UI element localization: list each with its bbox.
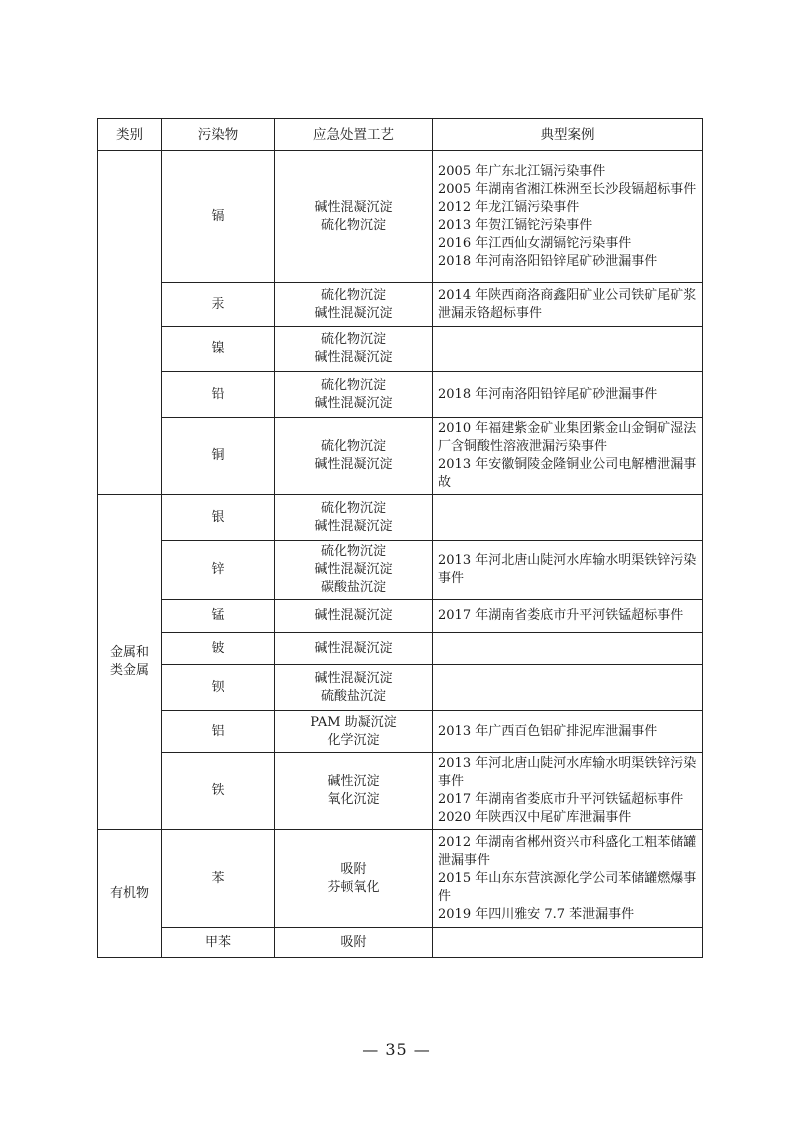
pollutant-cell: 锰 [162, 600, 275, 633]
table-row [98, 372, 703, 418]
table-row [98, 633, 703, 665]
process-item: 碱性沉淀 [327, 774, 380, 789]
case-item: 2013 年广西百色铝矿排泥库泄漏事件 [438, 723, 658, 739]
table-row [98, 928, 703, 958]
case-item: 2017 年湖南省娄底市升平河铁锰超标事件 [438, 792, 684, 807]
table-row [98, 151, 703, 283]
case-item: 2018 年河南洛阳铅锌尾矿砂泄漏事件 [438, 386, 658, 402]
cases-cell [433, 711, 703, 753]
process-item: 硫化物沉淀 [320, 287, 386, 303]
table-row [98, 541, 703, 600]
process-item: 氧化沉淀 [327, 792, 380, 807]
cases-cell [433, 283, 703, 327]
process-item: 碱性混凝沉淀 [314, 670, 393, 686]
process-item: 吸附 [340, 934, 367, 950]
table-row [98, 665, 703, 711]
process-cell [275, 830, 433, 928]
process-item: 碱性混凝沉淀 [314, 305, 393, 321]
cases-cell [433, 495, 703, 541]
process-cell [275, 372, 433, 418]
process-item: 碱性混凝沉淀 [314, 199, 393, 215]
pollutant-cell: 银 [162, 495, 275, 541]
case-item: 2013 年贺江镉铊污染事件 [438, 217, 593, 233]
emergency-treatment-table [97, 118, 703, 958]
case-item: 2010 年福建紫金矿业集团紫金山金铜矿湿法厂含铜酸性溶液泄漏污染事件 [438, 421, 697, 454]
table-row [98, 283, 703, 327]
table-row [98, 418, 703, 495]
category-label: 有机物 [109, 885, 149, 901]
pollutant-cell: 锌 [162, 541, 275, 600]
case-item: 2005 年广东北江镉污染事件 [438, 163, 606, 179]
process-item: 碱性混凝沉淀 [314, 518, 393, 534]
process-cell [275, 495, 433, 541]
process-item: PAM 助凝沉淀 [310, 714, 397, 730]
cases-cell [433, 372, 703, 418]
category-cell [98, 151, 162, 495]
process-item: 硫化物沉淀 [320, 544, 386, 559]
case-item: 2016 年江西仙女湖镉铊污染事件 [438, 235, 632, 251]
cases-cell [433, 600, 703, 633]
process-cell [275, 327, 433, 372]
cases-cell [433, 418, 703, 495]
process-cell [275, 600, 433, 633]
category-label: 金属和类金属 [109, 645, 149, 678]
process-item: 芬顿氧化 [327, 879, 380, 895]
cases-cell [433, 830, 703, 928]
case-item: 2012 年湖南省郴州资兴市科盛化工粗苯储罐泄漏事件 [438, 834, 697, 868]
header-cases: 典型案例 [433, 119, 703, 151]
cases-cell [433, 665, 703, 711]
case-item: 2013 年河北唐山陡河水库输水明渠铁锌污染事件 [438, 553, 697, 586]
page-number: — 35 — [362, 1040, 431, 1059]
case-item: 2019 年四川雅安 7.7 苯泄漏事件 [438, 906, 635, 922]
table-header-row [98, 119, 703, 151]
table-body [98, 151, 703, 958]
table-row [98, 711, 703, 753]
process-item: 碳酸盐沉淀 [320, 580, 386, 595]
process-item: 硫化物沉淀 [320, 377, 386, 393]
header-category: 类别 [98, 119, 162, 151]
case-item: 2017 年湖南省娄底市升平河铁锰超标事件 [438, 608, 684, 623]
process-cell [275, 283, 433, 327]
cases-cell [433, 151, 703, 283]
pollutant-cell: 铁 [162, 753, 275, 830]
process-cell [275, 541, 433, 600]
process-item: 化学沉淀 [327, 732, 380, 748]
pollutant-cell: 汞 [162, 283, 275, 327]
cases-cell [433, 753, 703, 830]
header-process: 应急处置工艺 [275, 119, 433, 151]
case-item: 2014 年陕西商洛商鑫阳矿业公司铁矿尾矿浆泄漏汞铬超标事件 [438, 287, 697, 321]
process-item: 硫化物沉淀 [320, 217, 386, 233]
pollutant-cell: 铍 [162, 633, 275, 665]
process-cell [275, 418, 433, 495]
case-item: 2013 年安徽铜陵金隆铜业公司电解槽泄漏事故 [438, 457, 697, 490]
cases-cell [433, 327, 703, 372]
case-item: 2005 年湖南省湘江株洲至长沙段镉超标事件 [438, 181, 697, 197]
process-item: 硫化物沉淀 [320, 500, 386, 516]
case-item: 2013 年河北唐山陡河水库输水明渠铁锌污染事件 [438, 756, 697, 789]
pollutant-cell: 铝 [162, 711, 275, 753]
pollutant-cell: 铅 [162, 372, 275, 418]
pollutant-cell: 苯 [162, 830, 275, 928]
table-row [98, 600, 703, 633]
case-item: 2020 年陕西汉中尾矿库泄漏事件 [438, 810, 632, 825]
case-item: 2012 年龙江镉污染事件 [438, 199, 580, 215]
process-item: 硫酸盐沉淀 [320, 688, 386, 704]
process-item: 吸附 [340, 861, 367, 877]
process-item: 硫化物沉淀 [320, 439, 386, 454]
category-cell [98, 495, 162, 830]
pollutant-cell: 钡 [162, 665, 275, 711]
process-cell [275, 928, 433, 958]
case-item: 2015 年山东东营滨源化学公司苯储罐燃爆事件 [438, 870, 697, 904]
cases-cell [433, 633, 703, 665]
pollutant-cell: 铜 [162, 418, 275, 495]
process-item: 碱性混凝沉淀 [314, 562, 393, 577]
process-cell [275, 711, 433, 753]
header-pollutant: 污染物 [162, 119, 275, 151]
process-cell [275, 665, 433, 711]
table-row [98, 753, 703, 830]
process-item: 碱性混凝沉淀 [314, 457, 393, 472]
process-cell [275, 633, 433, 665]
cases-cell [433, 928, 703, 958]
pollutant-cell: 镍 [162, 327, 275, 372]
process-cell [275, 753, 433, 830]
cases-cell [433, 541, 703, 600]
table-row [98, 327, 703, 372]
process-item: 硫化物沉淀 [320, 332, 386, 347]
pollutant-cell: 镉 [162, 151, 275, 283]
table-row [98, 495, 703, 541]
pollutant-cell: 甲苯 [162, 928, 275, 958]
process-cell [275, 151, 433, 283]
process-item: 碱性混凝沉淀 [314, 350, 393, 365]
process-item: 碱性混凝沉淀 [314, 608, 393, 623]
process-item: 碱性混凝沉淀 [314, 395, 393, 411]
table-row [98, 830, 703, 928]
process-item: 碱性混凝沉淀 [314, 640, 393, 656]
category-cell [98, 830, 162, 958]
case-item: 2018 年河南洛阳铅锌尾矿砂泄漏事件 [438, 253, 658, 269]
